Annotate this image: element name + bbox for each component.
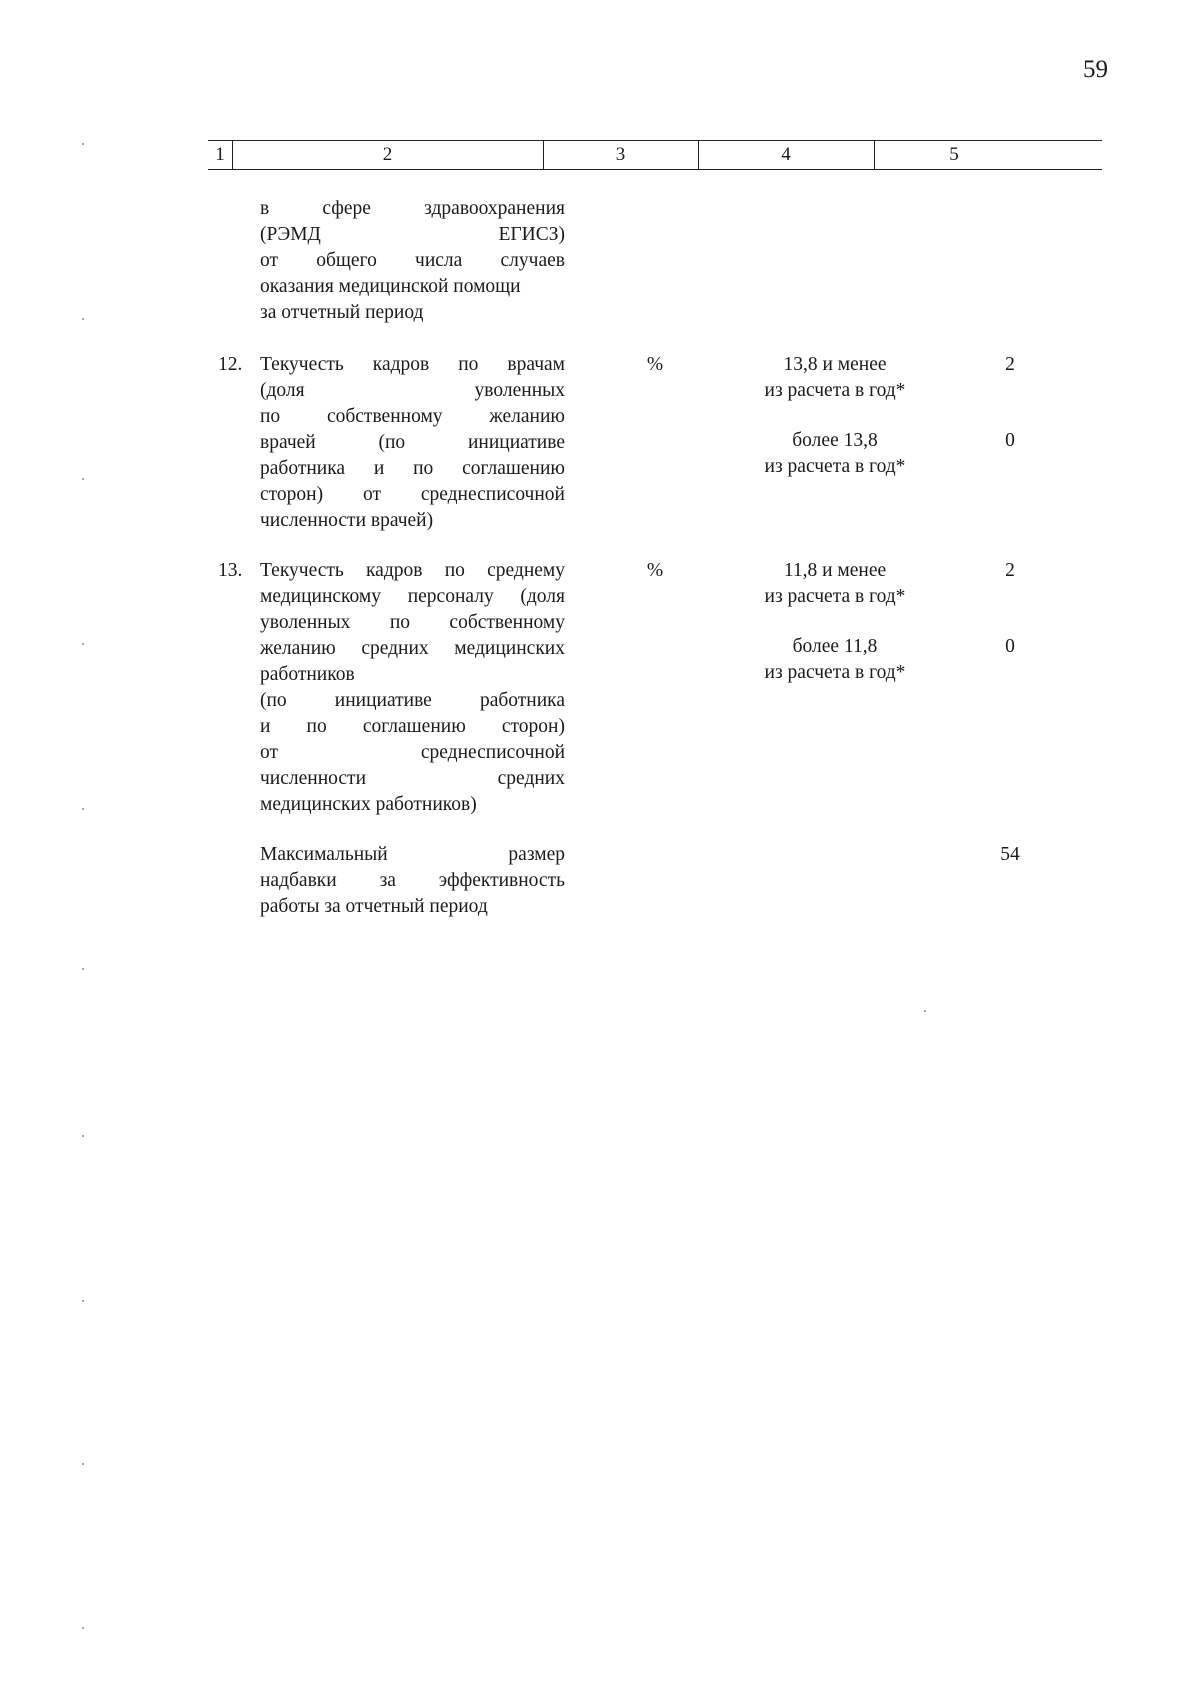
row-12-criterion-2: [735, 428, 935, 480]
indicator-line: оказания медицинской помощи: [260, 276, 521, 297]
indicator-line: численности средних: [260, 768, 565, 789]
row-13-criterion-1: [735, 558, 935, 610]
row-12-number: 12.: [218, 354, 243, 375]
criterion-line: из расчета в год*: [764, 456, 906, 477]
page-number: 59: [1083, 56, 1108, 83]
indicator-line: работника и по соглашению: [260, 458, 565, 479]
criterion-line: 11,8 и менее: [783, 560, 887, 581]
scan-speck: [82, 808, 84, 810]
indicator-line: от среднесписочной: [260, 742, 565, 763]
indicator-line: надбавки за эффективность: [260, 870, 565, 891]
indicator-line: (доля уволенных: [260, 380, 565, 401]
indicator-line: численности врачей): [260, 510, 434, 531]
criterion-line: 13,8 и менее: [783, 354, 887, 375]
indicator-line: за отчетный период: [260, 302, 424, 323]
table-header-row: [208, 140, 1102, 170]
row-12-score-1: 2: [1005, 354, 1015, 375]
header-col-1: 1: [208, 141, 233, 169]
row-12-unit: %: [646, 354, 664, 375]
indicator-line: уволенных по собственному: [260, 612, 565, 633]
row-total-indicator: [260, 842, 565, 920]
indicator-line: желанию средних медицинских: [260, 638, 565, 659]
indicator-line: Текучесть кадров по среднему: [260, 560, 565, 581]
scan-speck: [82, 1300, 84, 1302]
header-col-2: 2: [232, 141, 544, 169]
row-13-indicator: [260, 558, 565, 818]
scan-speck: [82, 1463, 84, 1465]
criterion-line: из расчета в год*: [764, 380, 906, 401]
row-13-criterion-2: [735, 634, 935, 686]
row-13-score-1: 2: [1005, 560, 1015, 581]
criterion-line: из расчета в год*: [764, 586, 906, 607]
row-12-indicator: [260, 352, 565, 534]
row-13-unit: %: [646, 560, 664, 581]
indicator-line: сторон) от среднесписочной: [260, 484, 565, 505]
row-total-score: 54: [1000, 844, 1020, 865]
scan-speck: [82, 143, 84, 145]
indicator-line: медицинскому персоналу (доля: [260, 586, 565, 607]
scan-speck: [82, 968, 84, 970]
scan-speck: [82, 1627, 84, 1629]
indicator-line: в сфере здравоохранения: [260, 198, 565, 219]
header-col-4: 4: [698, 141, 875, 169]
scan-speck: [82, 318, 84, 320]
criterion-line: более 13,8: [792, 430, 878, 451]
indicator-line: (РЭМД ЕГИСЗ): [260, 224, 565, 245]
criterion-line: из расчета в год*: [764, 662, 906, 683]
row-12-criterion-1: [735, 352, 935, 404]
scan-speck: [82, 643, 84, 645]
indicator-line: от общего числа случаев: [260, 250, 565, 271]
row-continuation-indicator: [260, 196, 565, 326]
header-col-5: 5: [949, 144, 959, 165]
indicator-line: (по инициативе работника: [260, 690, 565, 711]
scan-speck: [82, 478, 84, 480]
indicator-line: врачей (по инициативе: [260, 432, 565, 453]
indicator-line: работы за отчетный период: [260, 896, 488, 917]
row-12-score-2: 0: [1005, 430, 1015, 451]
row-13-score-2: 0: [1005, 636, 1015, 657]
header-col-3: 3: [543, 141, 699, 169]
scan-speck: [924, 1010, 926, 1012]
scan-speck: [82, 1135, 84, 1137]
indicator-line: работников: [260, 664, 355, 685]
row-13-number: 13.: [218, 560, 243, 581]
indicator-line: медицинских работников): [260, 794, 477, 815]
indicator-line: и по соглашению сторон): [260, 716, 565, 737]
indicator-line: Текучесть кадров по врачам: [260, 354, 565, 375]
criterion-line: более 11,8: [792, 636, 878, 657]
indicator-line: по собственному желанию: [260, 406, 565, 427]
indicator-line: Максимальный размер: [260, 844, 565, 865]
